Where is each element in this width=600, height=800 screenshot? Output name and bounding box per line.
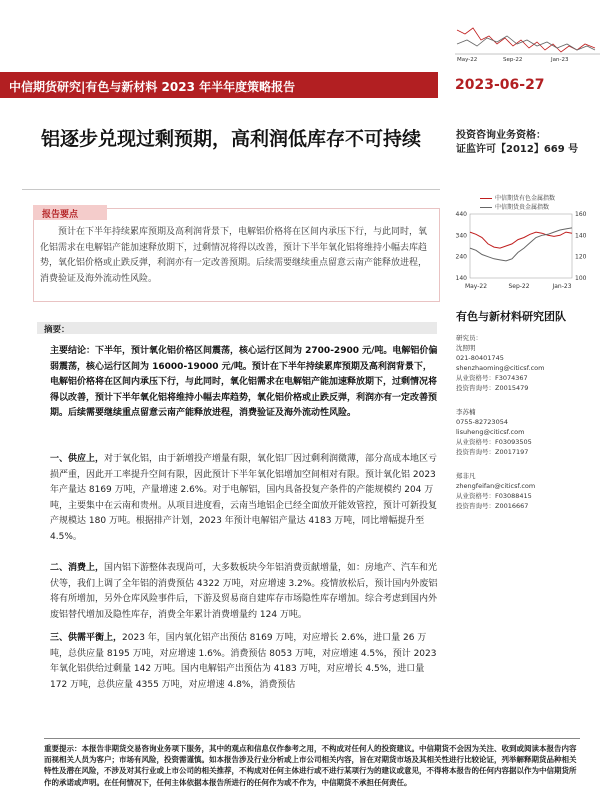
x-tick-label: Jan-23 <box>552 283 572 290</box>
analyst-1-phone: 021-80401745 <box>456 354 504 362</box>
thumbnail-tick-3: Jan-23 <box>551 57 569 63</box>
consumption-paragraph <box>50 561 438 623</box>
x-tick-label: May-22 <box>464 283 488 290</box>
supply-lead: 一、供应上， <box>50 454 105 464</box>
chart-series <box>470 228 572 261</box>
analyst-1-cert1: 从业资格号：F3074367 <box>456 374 528 382</box>
balance-paragraph <box>50 631 438 693</box>
legend-label-2: 中信期货贵金属指数 <box>495 204 550 211</box>
disclaimer-divider <box>44 738 580 739</box>
analyst-3-cert2: 投资咨询号：Z0016667 <box>456 502 529 510</box>
right-tick-label: 140 <box>575 232 587 240</box>
main-conclusion-text: 下半年，预计氧化铝价格区间震荡，核心运行区间为 2700-2900 元/吨。电解铝价偏弱震荡，核心运行区间为 16000-19000 元/吨。预计在下半年持续累库预期及高利润背景下，电解铝价格将在区间内承压下行，与此同时，氧化铝需求在电解铝产能加速释放期下，过剩情况将得以改善，预计下半年氧化铝将维持小幅去库趋势，氧化铝价格或止跌反弹，利润亦有一定改善预期。后续需要继续重点留意云南产能释放进程，消费验证及海外流动性风险。 <box>50 346 438 418</box>
left-tick-label: 440 <box>455 211 467 218</box>
legend-swatch-red <box>480 198 492 199</box>
right-tick-label: 120 <box>575 253 587 261</box>
right-tick-label: 160 <box>575 211 587 218</box>
analyst-2-phone: 0755-82723054 <box>456 418 508 426</box>
analyst-2-cert1: 从业资格号：F03093505 <box>456 438 532 446</box>
series-line-2 <box>470 228 572 261</box>
analyst-2-email: lisuheng@citicsf.com <box>456 428 525 436</box>
index-chart <box>448 206 594 294</box>
series-line-1 <box>470 232 572 248</box>
thumbnail-tick-1: May-22 <box>457 57 478 63</box>
chart-plot-frame <box>470 214 572 278</box>
x-axis-ticks <box>465 283 572 290</box>
balance-text: 2023 年，国内氧化铝产出预估 8169 万吨，对应增长 2.6%，进口量 26 万吨，总供应量 8195 万吨，对应增速 1.6%。消费预估 8053 万吨，对应增速 4.5%，预计 2023 年氧化铝供给过剩量 142 万吨。国内电解铝产出预估为 4183 万吨，对应增长 4.5%，进口量 172 万吨，总供应量 4355 万吨，对应增速 4.8%，消费预估 <box>50 633 437 690</box>
analyst-3-email: zhengfeifan@citicsf.com <box>456 482 536 490</box>
left-axis-ticks <box>456 211 468 282</box>
consumption-text: 国内铝下游整体表现尚可，大多数板块今年铝消费贡献增量，如：房地产、汽车和光伏等，我们上调了全年铝的消费预估 4322 万吨，对应增速 3.2%。疫情放松后，预计国内外废铝将有所增加，另外仓库风险事件后，下游及贸易商自建库存市场隐性库存增加。综合考虑到国内外废铝替代增加及隐性库存，消费全年累计消费增量约 124 万吨。 <box>50 563 438 620</box>
report-title: 铝逐步兑现过剩预期，高利润低库存不可持续 <box>40 128 421 150</box>
disclaimer-text: 重要提示：本报告非期货交易咨询业务项下服务，其中的观点和信息仅作参考之用，不构成对任何人的投资建议。中信期货不会因为关注、收到或阅读本报告内容而视相关人员为客户；市场有风险，投资需谨慎。如本报告涉及行业分析或上市公司相关内容，旨在对期货市场及其相关性进行比较论证，列举解释期货品种相关特性及潜在风险，不涉及对其行业或上市公司的相关推荐，不构成对任何主体进行或不进行某项行为的建议或意见，不得将本报告的任何内容据以作为中信期货所作的承诺或声明。在任何情况下，任何主体依据本报告所进行的任何作为或不作为，中信期货不承担任何责任。 <box>44 744 577 787</box>
key-points-text: 预计在下半年持续累库预期及高利润背景下，电解铝价格将在区间内承压下行，与此同时，氧化铝需求在电解铝产能加速释放期下，过剩情况将得以改善，预计下半年氧化铝将维持小幅去库趋势，氧化铝价格或止跌反弹，利润亦有一定改善预期。后续需要继续重点留意云南产能释放进程，消费验证及海外流动性风险。 <box>40 227 428 284</box>
supply-paragraph <box>50 452 438 545</box>
left-tick-label: 140 <box>455 275 467 282</box>
qualification-line-1: 投资咨询业务资格： <box>456 130 546 141</box>
qualification-line-2: 证监许可【2012】669 号 <box>456 144 579 155</box>
team-title: 有色与新材料研究团队 <box>456 310 566 323</box>
abstract-label: 摘要： <box>44 325 70 335</box>
right-axis-ticks <box>575 211 587 282</box>
legend-label-1: 中信期货有色金属指数 <box>495 195 556 202</box>
supply-text: 对于氧化铝，由于新增投产增量有限，氧化铝厂因过剩利润微薄，部分高成本地区亏损严重，因此开工率提升空间有限，因此预计下半年氧化铝增加空间相对有限。预计氧化铝 2023 年产量达 8169 万吨，产量增速 2.6%。对于电解铝，国内具备投复产条件的产能规模约 204 万吨，主要集中在云南和贵州。从项目进度看，云南当地铝企已经全面放开能效管控，预计可新投复产规模达 180 万吨。根据排产计划，2023 年预计电解铝产量达 4183 万吨，同比增幅提升至 4.5%。 <box>50 454 438 542</box>
header-title: 中信期货研究|有色与新材料 2023 年半年度策略报告 <box>9 80 296 94</box>
abstract-bar <box>37 322 437 334</box>
left-tick-label: 340 <box>455 232 467 240</box>
analyst-3-cert1: 从业资格号：F03088415 <box>456 492 532 500</box>
analyst-1-email: shenzhaoming@citicsf.com <box>456 364 545 372</box>
balance-lead: 三、供需平衡上， <box>50 633 123 643</box>
researcher-label: 研究员： <box>456 334 482 342</box>
thumbnail-tick-2: Sep-22 <box>503 57 523 63</box>
chart-frame <box>470 214 572 278</box>
left-tick-label: 240 <box>455 253 467 261</box>
main-conclusion-paragraph <box>50 344 438 422</box>
title-divider <box>22 189 440 190</box>
chart-legend-item-1 <box>480 193 555 202</box>
analyst-1-name: 沈照明 <box>456 344 476 352</box>
report-date: 2023-06-27 <box>455 77 545 93</box>
key-points-label: 报告要点 <box>42 210 79 220</box>
main-conclusion-lead: 主要结论： <box>50 346 96 356</box>
x-tick-label: Sep-22 <box>508 283 530 290</box>
analyst-3-name: 郑非凡 <box>456 472 476 480</box>
thumbnail-chart <box>455 0 600 64</box>
analyst-2-name: 李苏楠 <box>456 408 476 416</box>
analyst-2-cert2: 投资咨询号：Z0017197 <box>456 448 529 456</box>
right-tick-label: 100 <box>575 275 587 282</box>
consumption-lead: 二、消费上， <box>50 563 105 573</box>
analyst-1-cert2: 投资咨询号：Z0015479 <box>456 384 529 392</box>
